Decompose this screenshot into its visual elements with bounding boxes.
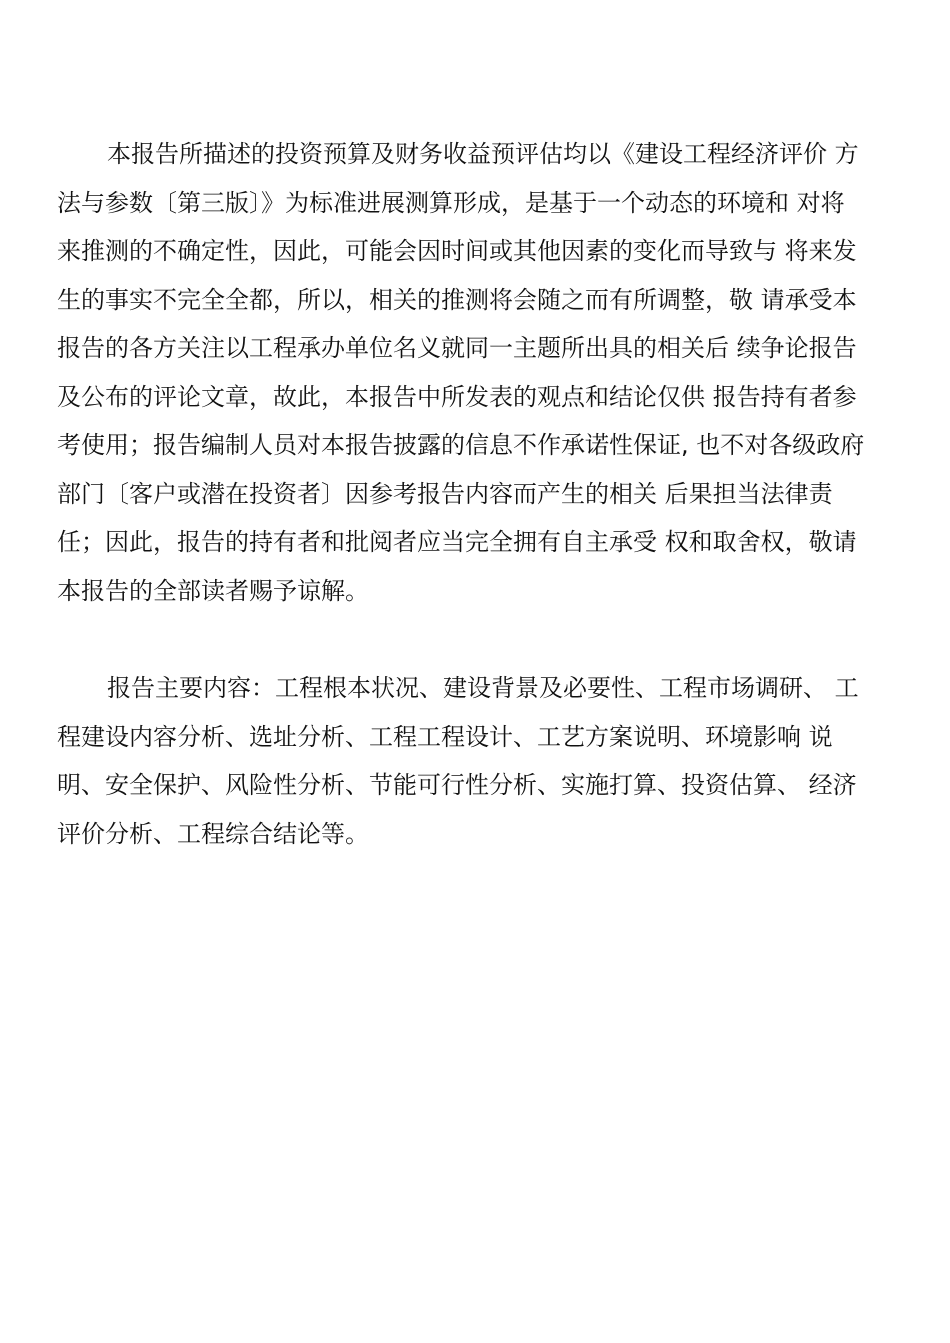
contents-summary-paragraph	[57, 664, 897, 858]
text-line: 本报告所描述的投资预算及财务收益预评估均以《建设工程经济评价 方	[107, 140, 859, 168]
text-line: 及公布的评论文章，故此，本报告中所发表的观点和结论仅供 报告持有者参	[57, 382, 857, 411]
text-line: 考使用；报告编制人员对本报告披露的信息不作承诺性保证, 也不对各级政府	[57, 431, 865, 459]
text-line: 报告的各方关注以工程承办单位名义就同一主题所出具的相关后 续争论报告	[57, 334, 857, 362]
text-line: 法与参数〔第三版〕》为标准进展测算形成，是基于一个动态的环境和 对将	[57, 188, 845, 217]
text-line: 程建设内容分析、选址分析、工程工程设计、工艺方案说明、环境影响 说	[57, 722, 833, 751]
text-line: 来推测的不确定性，因此，可能会因时间或其他因素的变化而导致与 将来发	[57, 237, 857, 265]
disclaimer-paragraph	[57, 130, 897, 615]
text-line: 本报告的全部读者赐予谅解。	[57, 576, 369, 605]
text-line: 任；因此，报告的持有者和批阅者应当完全拥有自主承受 权和取舍权，敬请	[57, 528, 857, 556]
text-line: 生的事实不完全全都，所以，相关的推测将会随之而有所调整，敬 请承受本	[57, 285, 857, 314]
text-line: 评价分析、工程综合结论等。	[57, 819, 369, 848]
text-line: 明、安全保护、风险性分析、节能可行性分析、实施打算、投资估算、 经济	[57, 771, 857, 799]
text-line: 报告主要内容：工程根本状况、建设背景及必要性、工程市场调研、 工	[107, 674, 859, 702]
text-line: 部门〔客户或潜在投资者〕因参考报告内容而产生的相关 后果担当法律责	[57, 479, 833, 508]
